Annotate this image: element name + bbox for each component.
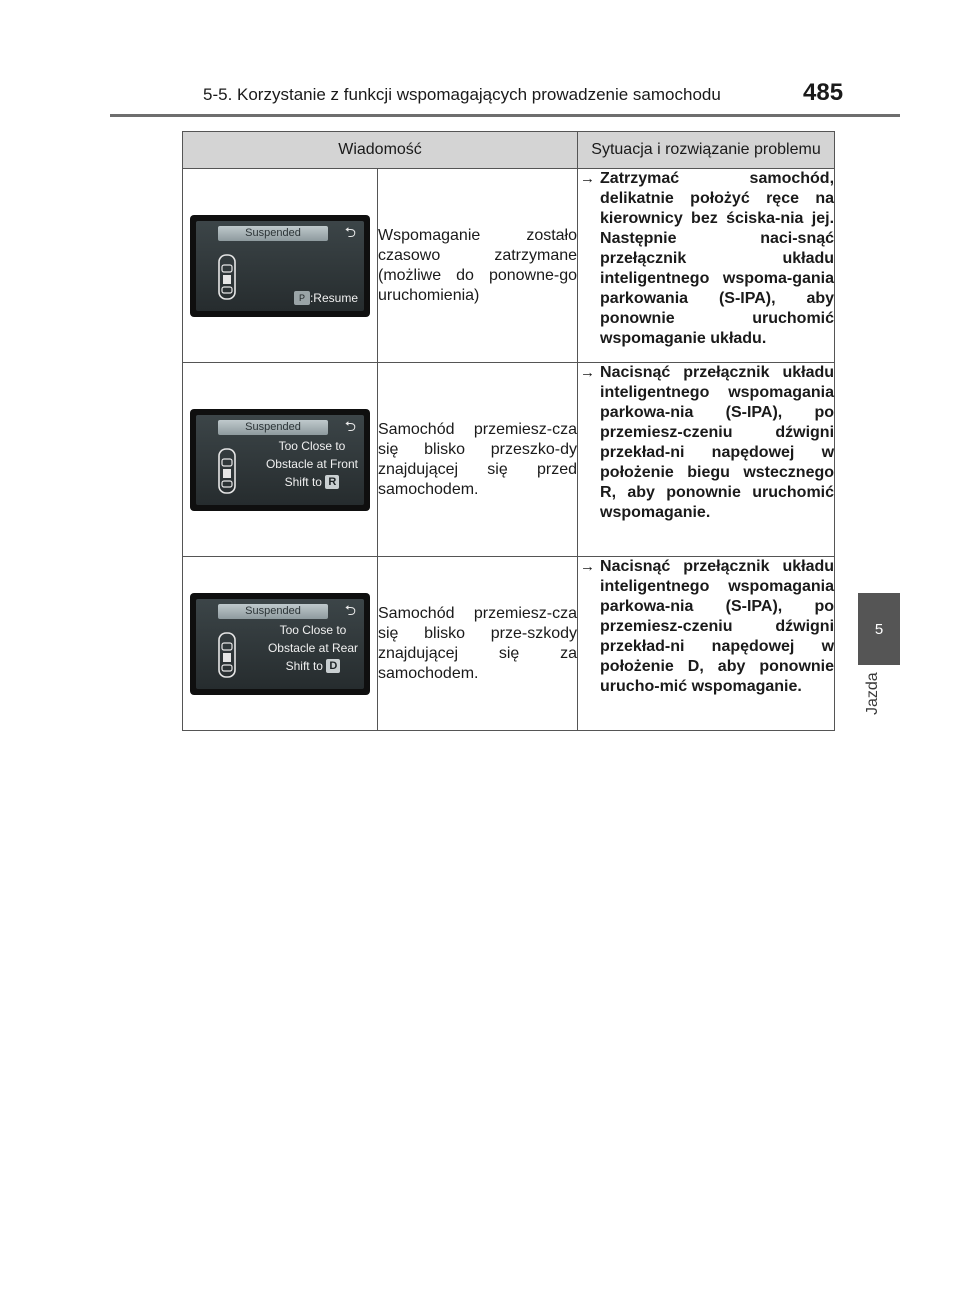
arrow-icon: →: [580, 170, 596, 187]
message-cell: Samochód przemiesz-cza się blisko przeszko-dy znajdującej się przed samochodem.: [378, 363, 578, 557]
resume-hint: [294, 289, 358, 307]
column-header-message: Wiadomość: [183, 132, 578, 169]
car-top-view-icon: [217, 631, 237, 679]
car-top-view-icon: [217, 253, 237, 301]
screen-line: Obstacle at Front: [265, 456, 358, 471]
display-screenshot: [190, 215, 370, 317]
chapter-tab[interactable]: [858, 593, 900, 665]
chapter-label: Jazda: [864, 672, 881, 715]
message-cell: Wspomaganie zostało czasowo zatrzymane (możliwe do ponowne-go uruchomienia): [378, 169, 578, 363]
table-header-row: [183, 132, 835, 169]
screen-line: Shift to: [285, 658, 323, 673]
table-row: [183, 363, 835, 557]
back-arrow-icon: ⮌: [344, 601, 356, 618]
page-number: 485: [803, 79, 844, 106]
chapter-number: 5: [874, 620, 884, 638]
gear-r-icon: R: [325, 475, 339, 489]
column-header-solution: Sytuacja i rozwiązanie problemu: [578, 132, 835, 169]
screen-message: [268, 621, 358, 675]
suspended-banner: Suspended: [218, 604, 328, 619]
parking-assist-switch-icon: P: [294, 291, 310, 305]
screen-cell: [183, 557, 378, 731]
arrow-icon: →: [580, 364, 596, 381]
solution-text: Zatrzymać samochód, delikatnie położyć ręce na kierownicy bez ściska-nia jej. Następnie naci-snąć przełącznik układu inteligentnego wspoma-gania parkowania (S-IPA), aby ponownie uruchomić wspomaganie układu.: [600, 170, 835, 347]
suspended-banner: Suspended: [218, 226, 328, 241]
screen-line: Obstacle at Rear: [267, 640, 358, 655]
solution-cell: [578, 169, 835, 363]
screen-cell: [183, 169, 378, 363]
message-table: [182, 131, 835, 731]
solution-text: Nacisnąć przełącznik układu inteligentnego wspomagania parkowa-nia (S-IPA), po przemiesz-czeniu dźwigni przekład-ni napędowej w położenie biegu wstecznego R, aby ponownie uruchomić wspomaganie.: [600, 364, 835, 521]
message-cell: Samochód przemiesz-cza się blisko prze-szkody znajdującej się za samochodem.: [378, 557, 578, 731]
page-header-title: 5-5. Korzystanie z funkcji wspomagających prowadzenie samochodu: [203, 85, 721, 104]
back-arrow-icon: ⮌: [344, 223, 356, 240]
suspended-banner: Suspended: [218, 420, 328, 435]
back-arrow-icon: ⮌: [344, 417, 356, 434]
header-divider: [110, 114, 900, 117]
display-screenshot: [190, 409, 370, 511]
table-row: [183, 169, 835, 363]
screen-cell: [183, 363, 378, 557]
display-screenshot: [190, 593, 370, 695]
car-top-view-icon: [217, 447, 237, 495]
resume-label: :Resume: [309, 290, 358, 305]
table-row: [183, 557, 835, 731]
solution-text: Nacisnąć przełącznik układu inteligentnego wspomagania parkowa-nia (S-IPA), po przemiesz-czeniu dźwigni przekład-ni napędowej w położenie D, aby ponownie urucho-mić wspomaganie.: [600, 558, 835, 695]
solution-cell: [578, 363, 835, 557]
screen-line: Too Close to: [278, 438, 346, 453]
screen-message: [266, 437, 358, 491]
solution-cell: [578, 557, 835, 731]
screen-line: Too Close to: [279, 622, 347, 637]
gear-d-icon: D: [326, 659, 340, 673]
screen-line: Shift to: [284, 474, 322, 489]
arrow-icon: →: [580, 558, 596, 575]
